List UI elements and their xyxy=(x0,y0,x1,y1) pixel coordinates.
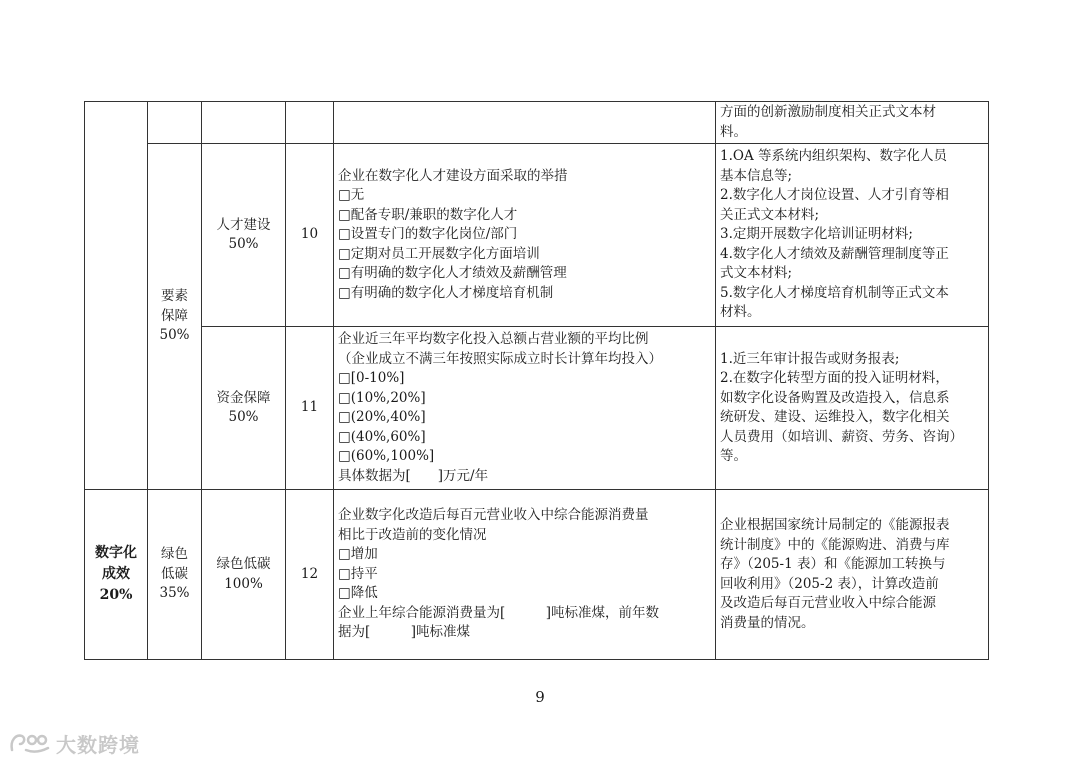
criteria-option: □[0-10%] xyxy=(338,370,405,386)
table-row xyxy=(85,327,989,490)
criteria-line: 企业上年综合能源消费量为[ ]吨标准煤，前年数 xyxy=(338,604,660,621)
group-label: 保障 xyxy=(161,307,188,324)
group-weight: 20% xyxy=(99,587,133,603)
criteria-cell xyxy=(334,144,716,327)
criteria-option: □定期对员工开展数字化方面培训 xyxy=(338,245,540,262)
criteria-cell xyxy=(334,102,716,144)
group-label: 低碳 xyxy=(161,565,188,582)
group-label: 成效 xyxy=(102,566,130,582)
criteria-line: 企业数字化改造后每百元营业收入中综合能源消费量 xyxy=(338,507,649,524)
materials-cell xyxy=(716,327,989,490)
criteria-line: 企业在数字化人才建设方面采取的举措 xyxy=(338,167,568,184)
materials-line: 人员费用（如培训、薪资、劳务、咨询） xyxy=(720,428,963,445)
table-row xyxy=(85,490,989,660)
materials-cell xyxy=(716,490,989,660)
materials-line: 回收利用》（205-2 表），计算改造前 xyxy=(720,575,939,592)
materials-line: 基本信息等; xyxy=(720,167,793,184)
criteria-option: □(40%,60%] xyxy=(338,428,426,445)
sub-indicator-name: 资金保障 xyxy=(216,389,271,406)
materials-line: 材料。 xyxy=(720,304,761,321)
sub-indicator-cell xyxy=(202,144,286,327)
materials-line: 存》（205-1 表）和《能源加工转换与 xyxy=(720,556,946,572)
criteria-cell xyxy=(334,490,716,660)
criteria-option: □(60%,100%] xyxy=(338,448,435,464)
criteria-option: □设置专门的数字化岗位/部门 xyxy=(338,226,518,243)
materials-line: 3.定期开展数字化培训证明材料; xyxy=(720,226,913,243)
materials-line: 统计制度》中的《能源购进、消费与库 xyxy=(720,536,950,553)
digital-effect-cell xyxy=(85,490,148,660)
first-level-blank-cell xyxy=(85,102,148,490)
number-cell xyxy=(286,102,334,144)
table-row xyxy=(85,144,989,327)
page-number: 9 xyxy=(535,688,545,706)
materials-line: 2.数字化人才岗位设置、人才引育等相 xyxy=(720,187,949,204)
watermark-logo-icon xyxy=(8,730,52,756)
materials-line: 方面的创新激励制度相关正式文本材 xyxy=(720,104,936,120)
group-label: 数字化 xyxy=(95,545,137,561)
criteria-cell xyxy=(334,327,716,490)
watermark-text: 大数跨境 xyxy=(56,732,140,757)
materials-line: 2.在数字化转型方面的投入证明材料， xyxy=(720,370,949,386)
sub-indicator-name: 绿色低碳 xyxy=(216,556,271,572)
materials-line: 企业根据国家统计局制定的《能源报表 xyxy=(720,517,950,533)
materials-line: 1.近三年审计报告或财务报表; xyxy=(720,350,900,367)
criteria-option: □有明确的数字化人才绩效及薪酬管理 xyxy=(338,265,567,282)
materials-line: 关正式文本材料; xyxy=(720,206,820,223)
element-guarantee-cell xyxy=(148,144,202,490)
materials-line: 4.数字化人才绩效及薪酬管理制度等正 xyxy=(720,245,949,262)
materials-line: 消费量的情况。 xyxy=(720,614,815,631)
sub-indicator-cell xyxy=(202,327,286,490)
criteria-line: 具体数据为[ ]万元/年 xyxy=(338,467,489,484)
materials-line: 及改造后每百元营业收入中综合能源 xyxy=(720,595,936,611)
number-cell: 11 xyxy=(286,327,334,490)
number-cell: 12 xyxy=(286,490,334,660)
group-label: 要素 xyxy=(161,288,188,305)
second-level-cell xyxy=(148,102,202,144)
materials-cell xyxy=(716,144,989,327)
sub-indicator-cell xyxy=(202,490,286,660)
sub-indicator-weight: 50% xyxy=(228,236,259,252)
sub-indicator-weight: 50% xyxy=(228,409,259,425)
evaluation-table xyxy=(84,101,989,660)
third-level-cell xyxy=(202,102,286,144)
criteria-option: □无 xyxy=(338,187,365,204)
materials-line: 统研发、建设、运维投入，数字化相关 xyxy=(720,409,950,425)
criteria-option: □有明确的数字化人才梯度培育机制 xyxy=(338,284,554,301)
criteria-line: 据为[ ]吨标准煤 xyxy=(338,624,471,641)
criteria-option: □(20%,40%] xyxy=(338,409,426,425)
sub-indicator-name: 人才建设 xyxy=(216,216,271,233)
criteria-line: 企业近三年平均数字化投入总额占营业额的平均比例 xyxy=(338,331,649,347)
criteria-option: □降低 xyxy=(338,585,378,602)
group-weight: 35% xyxy=(159,585,190,602)
materials-line: 等。 xyxy=(720,448,747,464)
number-cell: 10 xyxy=(286,144,334,327)
group-weight: 50% xyxy=(159,327,190,344)
materials-line: 5.数字化人才梯度培育机制等正式文本 xyxy=(720,284,949,301)
table-row xyxy=(85,102,989,144)
criteria-option: □配备专职/兼职的数字化人才 xyxy=(338,206,518,223)
watermark xyxy=(8,728,140,758)
materials-cell xyxy=(716,102,989,144)
criteria-line: （企业成立不满三年按照实际成立时长计算年均投入） xyxy=(338,350,662,367)
criteria-line: 相比于改造前的变化情况 xyxy=(338,526,487,543)
criteria-option: □持平 xyxy=(338,565,378,582)
group-label: 绿色 xyxy=(161,546,188,563)
materials-line: 式文本材料; xyxy=(720,265,793,282)
materials-line: 1.OA 等系统内组织架构、数字化人员 xyxy=(720,148,947,165)
criteria-option: □(10%,20%] xyxy=(338,389,426,406)
sub-indicator-weight: 100% xyxy=(224,575,263,592)
materials-line: 料。 xyxy=(720,123,747,140)
criteria-option: □增加 xyxy=(338,546,378,563)
green-lowcarbon-cell xyxy=(148,490,202,660)
materials-line: 如数字化设备购置及改造投入，信息系 xyxy=(720,389,950,406)
